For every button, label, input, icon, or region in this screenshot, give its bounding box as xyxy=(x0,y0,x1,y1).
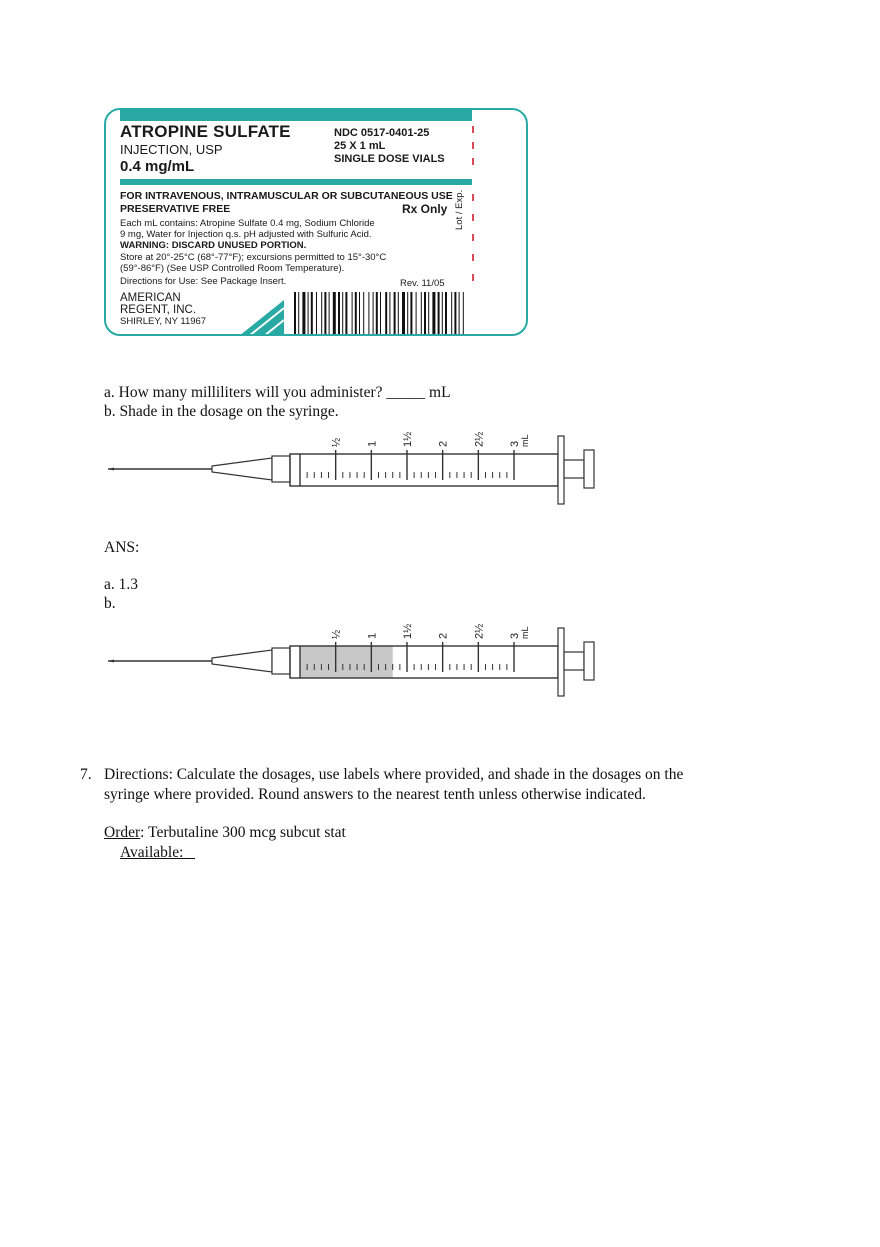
label-preservative: PRESERVATIVE FREE xyxy=(120,203,231,215)
scale-label: ½ xyxy=(330,437,343,447)
barcode-bar xyxy=(324,292,326,336)
label-body-line: Directions for Use: See Package Insert. xyxy=(120,276,287,287)
label-route: FOR INTRAVENOUS, INTRAMUSCULAR OR SUBCUTANEOUS USE xyxy=(120,190,453,202)
label-cut-mark xyxy=(472,234,474,241)
hub-collar xyxy=(272,456,290,482)
label-company-line: AMERICAN xyxy=(120,292,181,304)
needle-hub xyxy=(212,650,272,672)
label-mid-bar xyxy=(120,179,472,185)
barcode-bar xyxy=(298,292,299,336)
barcode-bar xyxy=(459,292,460,336)
label-company xyxy=(120,292,196,316)
label-body-line: Store at 20°-25°C (68°-77°F); excursions permitted to 15°-30°C xyxy=(120,252,387,263)
barcode-bar xyxy=(428,292,429,336)
barcode-bar xyxy=(385,292,387,336)
answer-b: b. xyxy=(104,595,116,612)
barcode-bar xyxy=(342,292,343,336)
barcode-bar xyxy=(451,292,452,336)
answer-heading: ANS: xyxy=(104,539,140,556)
barcode-bar xyxy=(321,292,322,336)
shaded-dose xyxy=(300,646,393,678)
needle-tip xyxy=(108,660,114,663)
label-cut-mark xyxy=(472,194,474,201)
syringe-answer-shaded xyxy=(100,622,620,702)
plunger-rod xyxy=(564,460,584,478)
barcode-bar xyxy=(363,292,364,336)
plunger-rod xyxy=(564,652,584,670)
barcode-bar xyxy=(445,292,447,336)
barcode-bar xyxy=(338,292,340,336)
order-label: Order xyxy=(104,824,141,841)
label-form: INJECTION, USP xyxy=(120,142,223,157)
barcode-bar xyxy=(421,292,422,336)
label-company-line: REGENT, INC. xyxy=(120,304,197,316)
label-ndc-block xyxy=(334,127,445,166)
syringe-blank xyxy=(100,430,620,510)
scale-unit: mL xyxy=(520,626,530,639)
scale-label: 1 xyxy=(366,632,379,639)
barcode-bar xyxy=(402,292,405,336)
label-body-line: 9 mg, Water for Injection q.s. pH adjusted with Sulfuric Acid. xyxy=(120,229,372,240)
barcode-bar xyxy=(302,292,305,336)
problem-directions-line1: Directions: Calculate the dosages, use labels where provided, and shade in the dosages on the xyxy=(104,766,684,783)
barcode-bar xyxy=(311,292,313,336)
label-package: 25 X 1 mL xyxy=(334,140,386,152)
barcode-bar xyxy=(316,292,317,336)
available-label xyxy=(120,843,195,863)
label-drug-name: ATROPINE SULFATE xyxy=(120,122,291,141)
barcode-bar xyxy=(407,292,408,336)
label-logo-stripes xyxy=(214,300,284,336)
order-text: : Terbutaline 300 mcg subcut stat xyxy=(140,824,346,841)
label-warning: WARNING: DISCARD UNUSED PORTION. xyxy=(120,240,307,251)
scale-label: 2½ xyxy=(473,623,486,639)
label-lot-exp: Lot / Exp. xyxy=(454,189,465,230)
barcode-bar xyxy=(376,292,378,336)
plunger-thumb xyxy=(584,642,594,680)
label-barcode xyxy=(292,292,466,336)
scale-label: 1½ xyxy=(402,431,414,447)
barcode-bar xyxy=(333,292,336,336)
question-b: b. Shade in the dosage on the syringe. xyxy=(104,403,339,420)
barcode-bar xyxy=(454,292,456,336)
barcode-bar xyxy=(294,292,296,336)
barcode-bar xyxy=(394,292,396,336)
finger-flange xyxy=(558,436,564,504)
barcode-bar xyxy=(373,292,374,336)
label-cut-mark xyxy=(472,142,474,149)
label-cut-mark xyxy=(472,158,474,165)
label-city: SHIRLEY, NY 11967 xyxy=(120,316,207,327)
scale-label: 3 xyxy=(509,632,521,639)
label-strength: 0.4 mg/mL xyxy=(120,158,195,175)
barcode-bar xyxy=(398,292,399,336)
label-rx-only: Rx Only xyxy=(402,202,448,216)
label-top-bar xyxy=(120,110,472,121)
finger-flange xyxy=(558,628,564,696)
label-cut-mark xyxy=(472,214,474,221)
problem-directions-line2: syringe where provided. Round answers to the nearest tenth unless otherwise indicated. xyxy=(104,786,646,803)
label-cut-mark xyxy=(472,274,474,281)
order-line xyxy=(104,823,346,843)
barcode-bar xyxy=(345,292,347,336)
label-body-line: Each mL contains: Atropine Sulfate 0.4 mg, Sodium Chloride xyxy=(120,218,375,229)
plunger-thumb xyxy=(584,450,594,488)
barcode-bar xyxy=(389,292,390,336)
label-cut-mark xyxy=(472,254,474,261)
scale-label: 1 xyxy=(366,440,379,447)
needle-tip xyxy=(108,468,114,471)
scale-label: 2 xyxy=(437,632,450,639)
label-revision: Rev. 11/05 xyxy=(400,278,445,289)
scale-label: 2 xyxy=(437,440,450,447)
label-vial-type: SINGLE DOSE VIALS xyxy=(334,153,445,165)
scale-label: 2½ xyxy=(473,431,486,447)
barcode-bar xyxy=(380,292,381,336)
barrel xyxy=(290,454,558,486)
barcode-bar xyxy=(432,292,435,336)
needle-hub xyxy=(212,458,272,480)
label-ndc: NDC 0517-0401-25 xyxy=(334,127,430,139)
answer-a: a. 1.3 xyxy=(104,576,139,593)
barcode-bar xyxy=(308,292,309,336)
label-body-line: (59°-86°F) (See USP Controlled Room Temperature). xyxy=(120,263,345,274)
barcode-bar xyxy=(329,292,330,336)
barcode-bar xyxy=(424,292,426,336)
problem-number: 7. xyxy=(80,766,92,783)
hub-collar xyxy=(272,648,290,674)
barcode-bar xyxy=(442,292,443,336)
barcode-bar xyxy=(463,292,464,336)
barcode-bar xyxy=(355,292,357,336)
barcode-bar xyxy=(368,292,369,336)
barcode-bar xyxy=(352,292,353,336)
barcode-bar xyxy=(438,292,440,336)
label-cut-mark xyxy=(472,126,474,133)
available-text: Available: xyxy=(120,844,184,861)
drug-label xyxy=(104,108,528,336)
scale-label: ½ xyxy=(330,629,343,639)
scale-unit: mL xyxy=(520,434,530,447)
barcode-bar xyxy=(410,292,412,336)
scale-label: 3 xyxy=(509,440,521,447)
barcode-bar xyxy=(359,292,360,336)
barcode-bar xyxy=(416,292,417,336)
question-a: a. How many milliliters will you administer? _____ mL xyxy=(104,384,451,401)
scale-label: 1½ xyxy=(402,623,414,639)
